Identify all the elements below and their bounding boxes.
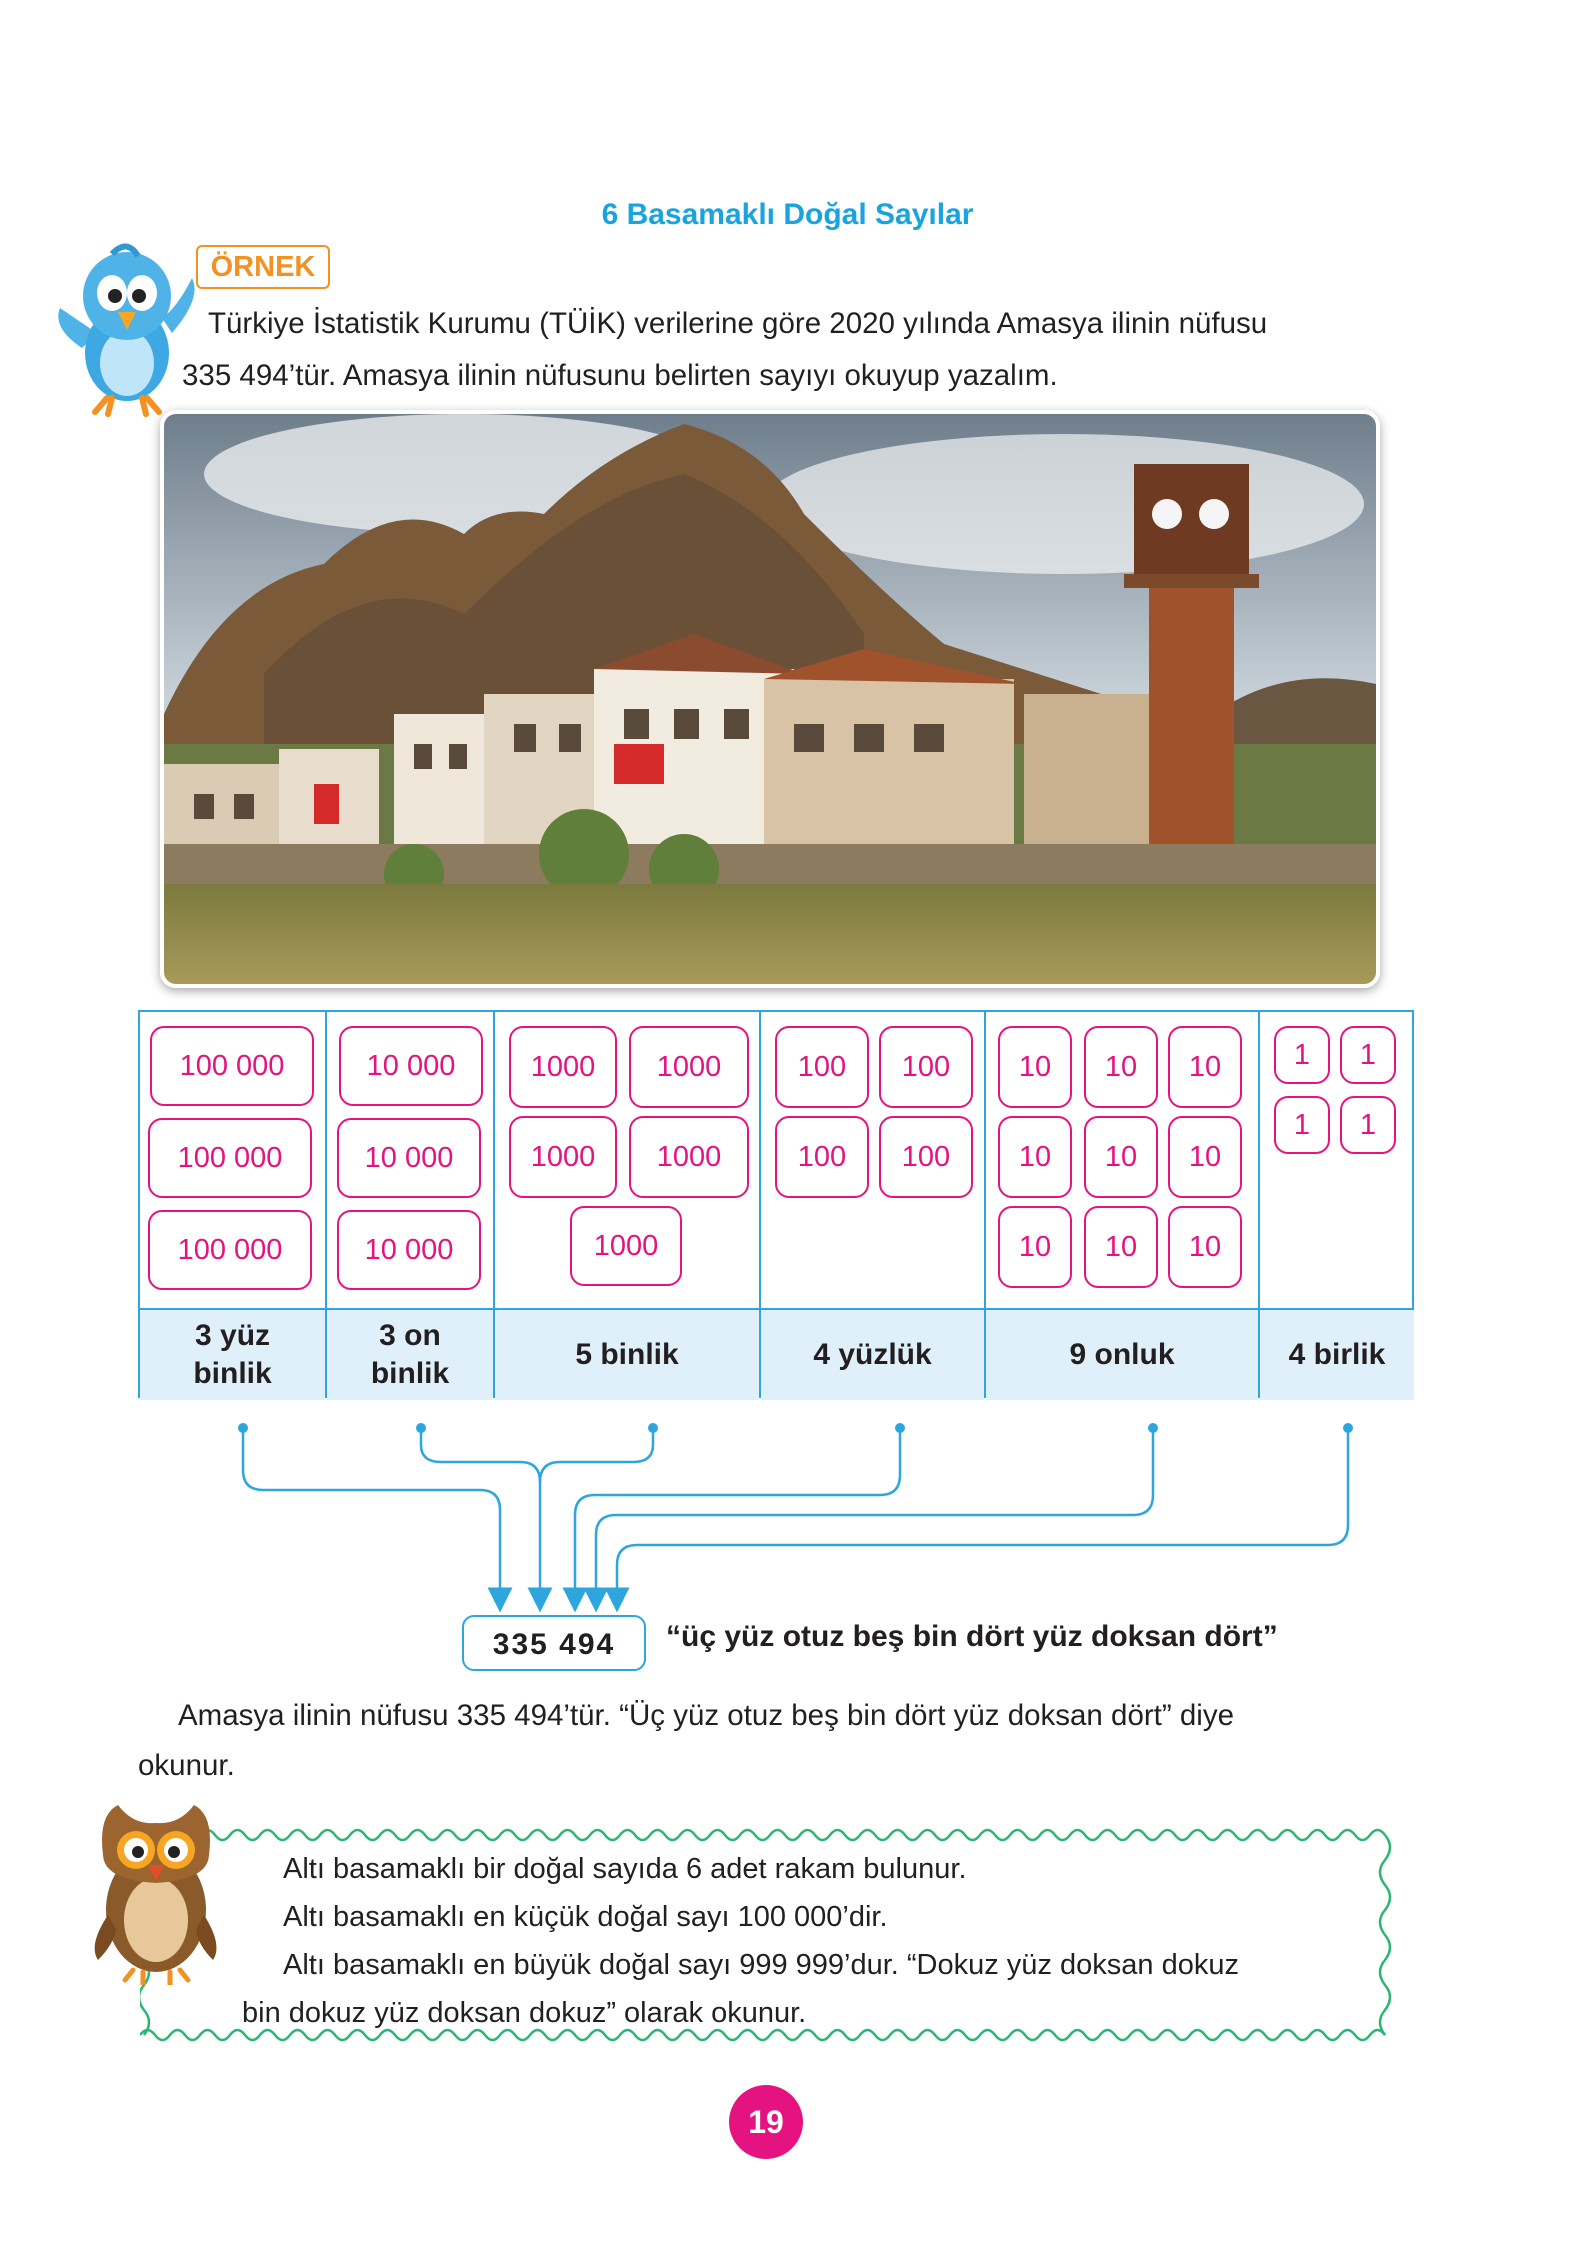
note-line-3: Altı basamaklı en büyük doğal sayı 999 999’dur. “Dokuz yüz doksan dokuz <box>283 1949 1239 1981</box>
number-box: 335 494 <box>462 1615 646 1671</box>
block-10: 10 <box>1168 1206 1242 1288</box>
block-100: 100 <box>879 1026 973 1108</box>
intro-text-line-1: Türkiye İstatistik Kurumu (TÜİK) verilerine göre 2020 yılında Amasya ilinin nüfusu <box>208 307 1268 340</box>
block-10: 10 <box>1084 1116 1158 1198</box>
block-10: 10 <box>1168 1116 1242 1198</box>
block-10: 10 <box>998 1206 1072 1288</box>
label-ten-thousands: 3 on binlik <box>327 1308 493 1400</box>
example-badge: ÖRNEK <box>196 245 330 289</box>
bird-mascot-icon <box>52 238 202 418</box>
block-1: 1 <box>1274 1096 1330 1154</box>
block-10: 10 <box>1084 1206 1158 1288</box>
column-thousands <box>495 1012 761 1398</box>
block-1: 1 <box>1340 1026 1396 1084</box>
note-line-2: Altı basamaklı en küçük doğal sayı 100 000’dir. <box>283 1901 888 1933</box>
label-ones: 4 birlik <box>1260 1308 1414 1400</box>
column-tens <box>986 1012 1260 1398</box>
label-thousands: 5 binlik <box>495 1308 759 1400</box>
block-1: 1 <box>1340 1096 1396 1154</box>
column-hundred-thousands <box>140 1012 327 1398</box>
number-reading: “üç yüz otuz beş bin dört yüz doksan dört” <box>666 1620 1278 1653</box>
note-line-4: bin dokuz yüz doksan dokuz” olarak okunur. <box>242 1997 807 2029</box>
amasya-photo <box>160 410 1380 988</box>
column-hundreds <box>761 1012 986 1398</box>
place-value-table <box>138 1010 1414 1398</box>
column-ones <box>1260 1012 1414 1398</box>
block-10: 10 <box>998 1026 1072 1108</box>
block-10: 10 <box>998 1116 1072 1198</box>
block-100: 100 <box>775 1026 869 1108</box>
block-100000: 100 000 <box>150 1026 314 1106</box>
intro-text-line-2: 335 494’tür. Amasya ilinin nüfusunu belirten sayıyı okuyup yazalım. <box>182 359 1058 392</box>
block-10000: 10 000 <box>339 1026 483 1106</box>
label-hundreds: 4 yüzlük <box>761 1308 984 1400</box>
block-10000: 10 000 <box>337 1118 481 1198</box>
block-1000: 1000 <box>570 1206 682 1286</box>
block-100000: 100 000 <box>148 1210 312 1290</box>
block-100: 100 <box>879 1116 973 1198</box>
block-1: 1 <box>1274 1026 1330 1084</box>
block-10: 10 <box>1084 1026 1158 1108</box>
block-1000: 1000 <box>629 1026 749 1108</box>
block-10: 10 <box>1168 1026 1242 1108</box>
page-title: 6 Basamaklı Doğal Sayılar <box>601 198 974 231</box>
block-1000: 1000 <box>509 1026 617 1108</box>
block-1000: 1000 <box>509 1116 617 1198</box>
summary-line-2: okunur. <box>138 1749 235 1782</box>
label-hundred-thousands: 3 yüz binlik <box>140 1308 325 1400</box>
summary-line-1: Amasya ilinin nüfusu 335 494’tür. “Üç yüz otuz beş bin dört yüz doksan dört” diye <box>178 1699 1235 1732</box>
block-100000: 100 000 <box>148 1118 312 1198</box>
label-tens: 9 onluk <box>986 1308 1258 1400</box>
note-line-1: Altı basamaklı bir doğal sayıda 6 adet rakam bulunur. <box>283 1853 967 1885</box>
page-number: 19 <box>729 2085 803 2159</box>
block-10000: 10 000 <box>337 1210 481 1290</box>
block-1000: 1000 <box>629 1116 749 1198</box>
owl-mascot-icon <box>88 1795 223 1985</box>
column-ten-thousands <box>327 1012 495 1398</box>
block-100: 100 <box>775 1116 869 1198</box>
